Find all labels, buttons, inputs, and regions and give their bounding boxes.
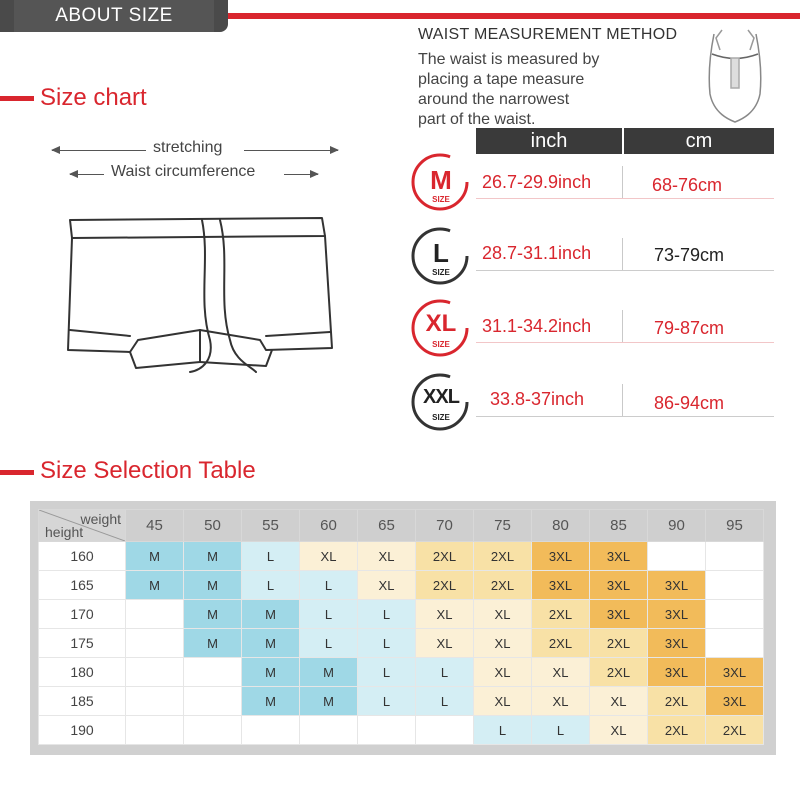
weight-header: 50	[184, 510, 242, 542]
size-cell: XL	[358, 542, 416, 571]
size-cell: 2XL	[416, 571, 474, 600]
size-cell: M	[242, 658, 300, 687]
size-cell	[126, 658, 184, 687]
size-cell: XL	[590, 716, 648, 745]
size-cell: 2XL	[590, 629, 648, 658]
size-cell: M	[184, 629, 242, 658]
row-underline	[476, 342, 774, 343]
table-row	[39, 629, 764, 658]
size-cell: L	[358, 687, 416, 716]
size-cell: L	[532, 716, 590, 745]
size-cell: XL	[300, 542, 358, 571]
height-label: 175	[39, 629, 126, 658]
corner-height-label: height	[45, 524, 84, 540]
size-cell: L	[416, 658, 474, 687]
weight-header: 95	[706, 510, 764, 542]
stretch-arrow-right	[244, 150, 338, 151]
size-cell: XL	[590, 687, 648, 716]
size-cell: M	[126, 542, 184, 571]
height-label: 160	[39, 542, 126, 571]
size-cell: L	[242, 571, 300, 600]
size-cell	[358, 716, 416, 745]
waist-figure-icon	[700, 24, 770, 124]
selection-title: Size Selection Table	[40, 457, 256, 484]
size-cell: 3XL	[648, 629, 706, 658]
row-separator	[622, 310, 623, 342]
waist-arrow-right	[284, 174, 318, 175]
row-separator	[622, 238, 623, 270]
table-row	[39, 542, 764, 571]
stretching-label: stretching	[153, 139, 223, 156]
size-cell: 2XL	[474, 542, 532, 571]
waist-method-line: around the narrowest	[418, 91, 570, 108]
size-cell: 2XL	[416, 542, 474, 571]
size-xxl-letter: XXL	[423, 386, 459, 408]
table-row	[39, 716, 764, 745]
size-cell	[706, 571, 764, 600]
size-cell: 2XL	[648, 687, 706, 716]
weight-header: 70	[416, 510, 474, 542]
row-separator	[622, 166, 623, 198]
size-xl-sub: SIZE	[432, 340, 450, 349]
size-cell: M	[300, 658, 358, 687]
size-cell	[648, 542, 706, 571]
size-xxl-cm: 86-94cm	[654, 393, 725, 413]
row-underline	[476, 416, 774, 417]
size-cell: L	[358, 629, 416, 658]
size-l-sub: SIZE	[432, 268, 450, 277]
header-title: ABOUT SIZE	[14, 0, 214, 32]
size-cell	[126, 716, 184, 745]
weight-header: 55	[242, 510, 300, 542]
height-label: 180	[39, 658, 126, 687]
height-label: 185	[39, 687, 126, 716]
size-cell: XL	[358, 571, 416, 600]
size-cell: 3XL	[648, 571, 706, 600]
weight-header: 45	[126, 510, 184, 542]
size-cell	[126, 600, 184, 629]
size-cell: M	[184, 600, 242, 629]
waist-method-line: placing a tape measure	[418, 71, 585, 88]
size-cell: M	[242, 600, 300, 629]
size-cell	[184, 687, 242, 716]
corner-weight-label: weight	[80, 511, 121, 527]
table-row	[39, 571, 764, 600]
shorts-icon	[60, 200, 340, 380]
size-cell: 2XL	[706, 716, 764, 745]
size-xl-letter: XL	[425, 310, 457, 337]
size-cell: XL	[474, 600, 532, 629]
size-cell: L	[300, 600, 358, 629]
size-cell	[184, 658, 242, 687]
weight-header: 80	[532, 510, 590, 542]
size-cell	[416, 716, 474, 745]
size-cell: L	[416, 687, 474, 716]
size-cell	[300, 716, 358, 745]
size-cell: XL	[532, 658, 590, 687]
size-cell: L	[300, 571, 358, 600]
size-cell: 3XL	[590, 600, 648, 629]
size-cell	[184, 716, 242, 745]
size-cell: 3XL	[532, 571, 590, 600]
height-label: 170	[39, 600, 126, 629]
table-row	[39, 600, 764, 629]
weight-header: 60	[300, 510, 358, 542]
weight-header: 90	[648, 510, 706, 542]
size-cell: XL	[416, 600, 474, 629]
size-cell: 2XL	[648, 716, 706, 745]
size-selection-table	[38, 509, 764, 745]
col-inch-header: inch	[476, 128, 622, 154]
size-cell	[126, 687, 184, 716]
row-underline	[476, 270, 774, 271]
size-cell: XL	[474, 687, 532, 716]
size-cell: M	[184, 571, 242, 600]
weight-header: 85	[590, 510, 648, 542]
size-cell: L	[358, 600, 416, 629]
size-cell: XL	[532, 687, 590, 716]
row-separator	[622, 384, 623, 416]
size-cell: 2XL	[532, 600, 590, 629]
size-cell: 3XL	[706, 658, 764, 687]
col-cm-header: cm	[624, 128, 774, 154]
size-m-cm: 68-76cm	[652, 175, 723, 195]
size-cell: M	[300, 687, 358, 716]
size-cell: 3XL	[590, 571, 648, 600]
size-m-inch: 26.7-29.9inch	[482, 172, 592, 192]
waist-method-title: WAIST MEASUREMENT METHOD	[418, 26, 678, 43]
table-corner	[39, 510, 126, 542]
weight-header: 75	[474, 510, 532, 542]
size-cell: XL	[416, 629, 474, 658]
table-row	[39, 658, 764, 687]
waist-method-line: part of the waist.	[418, 111, 536, 128]
size-cell: M	[242, 629, 300, 658]
size-l-cm: 73-79cm	[654, 245, 725, 265]
size-cell: 3XL	[590, 542, 648, 571]
size-cell	[706, 600, 764, 629]
waist-label: Waist circumference	[111, 163, 256, 180]
size-cell	[706, 542, 764, 571]
size-cell: M	[184, 542, 242, 571]
table-header-row	[39, 510, 764, 542]
size-cell: M	[126, 571, 184, 600]
size-cell: XL	[474, 658, 532, 687]
size-cell: 3XL	[648, 600, 706, 629]
size-chart-title: Size chart	[40, 84, 147, 111]
size-cell	[126, 629, 184, 658]
size-xl-inch: 31.1-34.2inch	[482, 316, 592, 336]
height-label: 190	[39, 716, 126, 745]
waist-method-line: The waist is measured by	[418, 51, 600, 68]
weight-header: 65	[358, 510, 416, 542]
size-chart-bar	[0, 96, 34, 101]
size-cell: L	[474, 716, 532, 745]
size-cell: 3XL	[532, 542, 590, 571]
size-m-sub: SIZE	[432, 195, 450, 204]
size-xxl-inch: 33.8-37inch	[490, 389, 585, 409]
size-l-letter: L	[433, 238, 449, 268]
size-cell: M	[242, 687, 300, 716]
table-row	[39, 687, 764, 716]
stretch-arrow-left	[52, 150, 146, 151]
size-xl-cm: 79-87cm	[654, 318, 725, 338]
size-cell: L	[300, 629, 358, 658]
size-cell: XL	[474, 629, 532, 658]
size-cell: L	[358, 658, 416, 687]
size-m-letter: M	[430, 165, 452, 195]
row-underline	[476, 198, 774, 199]
height-label: 165	[39, 571, 126, 600]
waist-arrow-left	[70, 174, 104, 175]
size-cell: 3XL	[648, 658, 706, 687]
header-tab	[0, 0, 228, 32]
size-cell: 2XL	[590, 658, 648, 687]
size-cell: L	[242, 542, 300, 571]
size-l-inch: 28.7-31.1inch	[482, 243, 592, 263]
size-cell: 2XL	[532, 629, 590, 658]
size-cell	[706, 629, 764, 658]
selection-bar	[0, 470, 34, 475]
size-xxl-sub: SIZE	[432, 413, 450, 422]
size-cell: 3XL	[706, 687, 764, 716]
size-cell: 2XL	[474, 571, 532, 600]
size-cell	[242, 716, 300, 745]
